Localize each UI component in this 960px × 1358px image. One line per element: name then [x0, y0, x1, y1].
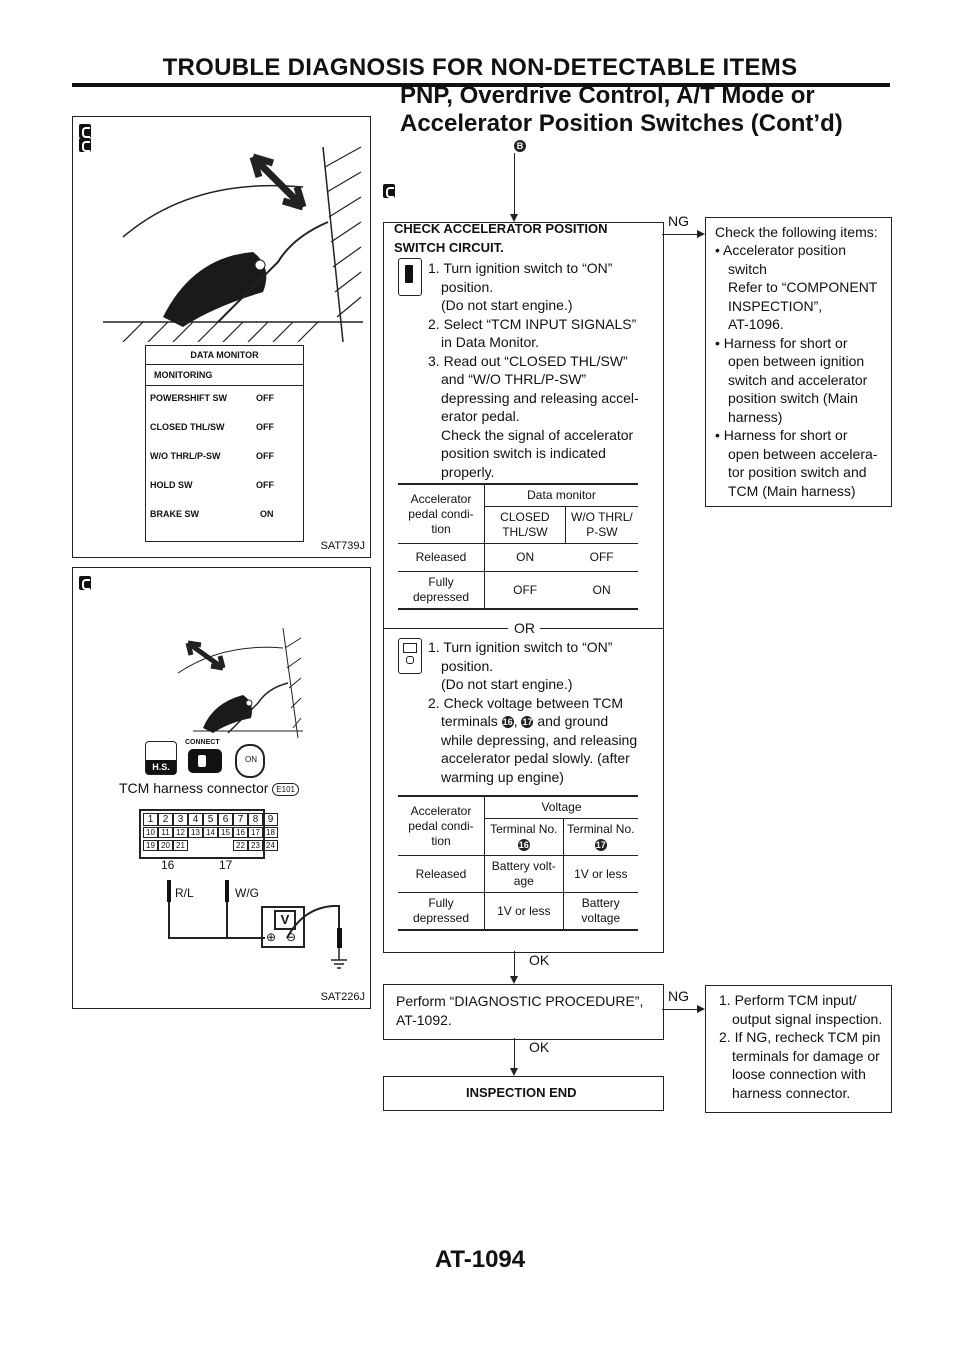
- terminal-17-label: 17: [219, 858, 233, 872]
- monitor-item-name: BRAKE SW: [150, 509, 199, 519]
- check-title-line1: CHECK ACCELERATOR POSITION: [394, 221, 608, 236]
- pin: 18: [263, 827, 278, 838]
- ng-label-2: NG: [668, 988, 689, 1004]
- data-monitor-table: [398, 483, 638, 610]
- table-cell: OFF: [565, 544, 638, 572]
- pin: 13: [188, 827, 203, 838]
- section-subtitle-line2: Accelerator Position Switches (Cont’d): [400, 110, 843, 137]
- monitor-item-name: W/O THRL/P-SW: [150, 451, 221, 461]
- pin: 7: [233, 813, 248, 826]
- monitor-item-value: OFF: [256, 480, 274, 490]
- pin: 19: [143, 840, 158, 851]
- figure-id-label: SAT226J: [320, 991, 365, 1003]
- pin: 20: [158, 840, 173, 851]
- flow-line: [514, 153, 515, 218]
- pin: 3: [173, 813, 188, 826]
- monitor-item-value: OFF: [256, 451, 274, 461]
- step-line: (Do not start engine.): [441, 297, 573, 313]
- perform-line1: Perform “DIAGNOSTIC PROCEDURE”,: [396, 993, 644, 1009]
- pin: 11: [158, 827, 173, 838]
- table-header-group: Data monitor: [485, 484, 639, 507]
- step-line: 3. Read out “CLOSED THL/SW”: [428, 352, 628, 369]
- accelerator-pedal-illustration: [103, 127, 363, 342]
- step-line: 1. Turn ignition switch to “ON”: [428, 639, 613, 655]
- data-monitor-panel: [145, 345, 304, 542]
- monitoring-bar: [146, 364, 303, 386]
- pin: 23: [248, 840, 263, 851]
- step-line: 2. Check voltage between TCM: [428, 694, 624, 711]
- step-line: and “W/O THRL/P-SW”: [441, 371, 587, 387]
- monitor-item-name: POWERSHIFT SW: [150, 393, 227, 403]
- flow-line-ng2: [662, 1009, 698, 1010]
- perform-diagnostic-box: [383, 984, 664, 1040]
- flow-arrow-down: [510, 976, 518, 984]
- minus-icon: ⊖: [286, 930, 297, 944]
- step-line: properly.: [441, 463, 495, 480]
- flow-arrow-right: [697, 230, 705, 238]
- pin: 12: [173, 827, 188, 838]
- step-line: 1. Perform TCM input/: [719, 992, 857, 1008]
- voltmeter-wiring: [153, 868, 363, 978]
- flow-line-ng1: [662, 234, 698, 235]
- check-circuit-box: [383, 222, 664, 953]
- check-title-line2: SWITCH CIRCUIT.: [394, 239, 504, 255]
- step-line: output signal inspection.: [732, 1010, 883, 1027]
- monitor-row-closed-thl: [150, 422, 290, 432]
- step-line: accelerator pedal slowly. (after: [441, 750, 630, 766]
- pin: 5: [203, 813, 218, 826]
- pin: 24: [263, 840, 278, 851]
- monitor-row-wo-thrl: [150, 451, 290, 461]
- connector-label: TCM harness connector: [119, 780, 269, 796]
- ignition-on-label: ON: [245, 755, 257, 764]
- check-steps-voltage: [384, 638, 659, 786]
- step-line-terminals: terminals 16, 17 and ground: [441, 713, 609, 729]
- flow-line: [514, 1038, 515, 1070]
- data-monitor-title: DATA MONITOR: [190, 350, 259, 360]
- flow-arrow-right: [697, 1005, 705, 1013]
- voltage-table: [398, 795, 638, 931]
- ng-item: • Harness for short or: [715, 427, 848, 443]
- entry-b-badge: B: [514, 140, 526, 152]
- pin: 17: [248, 827, 263, 838]
- pin: 4: [188, 813, 203, 826]
- page-number: AT-1094: [434, 1246, 526, 1273]
- table-cell: ON: [592, 582, 611, 597]
- step-line: harness connector.: [732, 1084, 851, 1101]
- connector-row-2: [143, 827, 278, 838]
- step-line: loose connection with: [732, 1066, 866, 1082]
- table-cell: Fully depressed: [398, 893, 485, 931]
- section-subtitle: [400, 82, 843, 138]
- pin-gap: [188, 840, 233, 851]
- ng-items: [706, 241, 889, 500]
- terminal-badge: 16: [502, 717, 513, 728]
- step-line: position.: [441, 657, 494, 674]
- table-cell: Released: [398, 544, 485, 572]
- pin: 15: [218, 827, 233, 838]
- flow-line: [514, 951, 515, 978]
- ng-item-line: INSPECTION”,: [728, 297, 823, 314]
- check-steps-consult: [384, 259, 659, 481]
- consult-marker-icon: [79, 138, 91, 152]
- step-line: (Do not start engine.): [441, 676, 573, 692]
- ng-item: • Harness for short or: [715, 334, 848, 351]
- table-cell: 1V or less: [563, 856, 638, 893]
- ng-item-line: position switch (Main: [728, 390, 858, 406]
- table-header-col1: Terminal No. 16: [485, 819, 564, 856]
- ng-item-line: switch: [728, 260, 767, 277]
- table-cell: 1V or less: [485, 893, 564, 931]
- table-header-condition: Accelerator pedal condi- tion: [398, 796, 485, 856]
- pin: 10: [143, 827, 158, 838]
- table-cell: Released: [398, 856, 485, 893]
- pin: 14: [203, 827, 218, 838]
- monitor-row-brake: [150, 509, 290, 519]
- perform-line2: AT-1092.: [396, 1012, 452, 1028]
- table-header-condition: Accelerator pedal condi- tion: [398, 484, 485, 544]
- or-divider-right: [540, 628, 663, 629]
- step-line: position.: [441, 278, 494, 295]
- table-header-group: Voltage: [485, 796, 639, 819]
- accelerator-pedal-illustration: [173, 623, 303, 738]
- wire-color-rl: R/L: [175, 886, 194, 900]
- figure-id-label: SAT739J: [320, 540, 365, 552]
- table-header-col1: CLOSED THL/SW: [485, 507, 566, 544]
- step-line: Check the signal of accelerator: [441, 426, 634, 443]
- step-line: while depressing, and releasing: [441, 731, 638, 748]
- table-cell: Fully depressed: [398, 572, 485, 610]
- voltmeter-symbol: V: [274, 910, 296, 930]
- plus-icon: ⊕: [266, 930, 277, 944]
- table-cell: Battery volt- age: [485, 856, 564, 893]
- step-line: 1. Turn ignition switch to “ON”: [428, 260, 613, 276]
- ignition-key-icon: [235, 744, 265, 778]
- tcm-harness-connector: [139, 809, 275, 859]
- connector-plug-icon: [188, 749, 222, 773]
- ng-lead: Check the following items:: [715, 224, 878, 240]
- connect-label: CONNECT: [185, 739, 220, 746]
- voltmeter-icon: [261, 906, 305, 948]
- ng-label-1: NG: [668, 213, 689, 229]
- pin: 1: [143, 813, 158, 826]
- figure-data-monitor: [72, 116, 371, 558]
- step-line: warming up engine): [441, 768, 564, 785]
- pin: 9: [263, 813, 278, 826]
- monitor-item-value: OFF: [256, 422, 274, 432]
- terminal-badge: 16: [518, 839, 529, 850]
- step-line: depressing and releasing accel-: [441, 389, 639, 406]
- table-header-col2: W/O THRL/ P-SW: [565, 507, 638, 544]
- ng-item-line: AT-1096.: [728, 316, 784, 332]
- ng-item-line: open between ignition: [728, 353, 865, 369]
- ng-item: • Accelerator position: [715, 242, 846, 258]
- pin: 8: [248, 813, 263, 826]
- ng-item-line: Refer to “COMPONENT: [728, 279, 878, 295]
- pin: 2: [158, 813, 173, 826]
- ng-tcm-inspection-box: [705, 985, 892, 1113]
- or-divider-left: [384, 628, 508, 629]
- step-line: 2. Select “TCM INPUT SIGNALS”: [428, 315, 637, 332]
- ng-item-line: TCM (Main harness): [728, 482, 856, 499]
- circuit-check-marker-icon: [79, 576, 91, 590]
- ng2-steps: [706, 991, 889, 1102]
- flow-arrow-down: [510, 1068, 518, 1076]
- ng-item-line: switch and accelerator: [728, 371, 868, 388]
- step-line: in Data Monitor.: [441, 334, 540, 350]
- terminal-badge: 17: [522, 717, 533, 728]
- ng-check-items-box: [705, 217, 892, 507]
- pin: 21: [173, 840, 188, 851]
- page-header-title: TROUBLE DIAGNOSIS FOR NON-DETECTABLE ITEMS: [162, 54, 798, 81]
- consult-marker-icon: [79, 124, 91, 138]
- monitor-item-name: HOLD SW: [150, 480, 193, 490]
- ng-item-line: open between accelera-: [728, 445, 878, 462]
- step-line: position switch is indicated: [441, 445, 606, 461]
- circuit-check-marker-icon: [383, 184, 395, 198]
- check-title: [394, 220, 608, 257]
- pin: 22: [233, 840, 248, 851]
- table-cell: OFF: [513, 582, 538, 597]
- monitor-item-value: ON: [260, 509, 274, 519]
- ok-label-1: OK: [529, 952, 550, 968]
- monitoring-label: MONITORING: [154, 370, 213, 380]
- hs-connector-icon: [145, 741, 177, 775]
- connector-caption: [119, 780, 299, 796]
- wire-color-wg: W/G: [235, 886, 259, 900]
- monitor-item-name: CLOSED THL/SW: [150, 422, 225, 432]
- connector-row-3: [143, 840, 278, 851]
- connector-id-badge: E101: [272, 783, 299, 796]
- terminal-badge: 17: [595, 839, 606, 850]
- table-header-col2: Terminal No. 17: [563, 819, 638, 856]
- inspection-end-box: [383, 1076, 664, 1111]
- inspection-end-label: INSPECTION END: [466, 1085, 577, 1100]
- pin: 6: [218, 813, 233, 826]
- ng-item-line: harness): [728, 408, 783, 425]
- monitor-row-powershift: [150, 393, 290, 403]
- or-label: OR: [514, 620, 535, 636]
- figure-tcm-voltage: [72, 567, 371, 1009]
- connector-row-1: [143, 813, 278, 826]
- table-cell: Battery voltage: [581, 896, 621, 925]
- step-line: 2. If NG, recheck TCM pin: [719, 1029, 881, 1045]
- hs-label: H.S.: [146, 760, 176, 774]
- monitor-row-hold: [150, 480, 290, 490]
- pin: 16: [233, 827, 248, 838]
- terminal-16-label: 16: [161, 858, 175, 872]
- entry-connector-b: [514, 138, 526, 152]
- ng-item-line: tor position switch and: [728, 464, 867, 480]
- monitor-item-value: OFF: [256, 393, 274, 403]
- table-cell: ON: [485, 544, 566, 572]
- ok-label-2: OK: [529, 1039, 550, 1055]
- step-line: erator pedal.: [441, 408, 520, 424]
- section-subtitle-line1: PNP, Overdrive Control, A/T Mode or: [400, 82, 815, 109]
- step-line: terminals for damage or: [732, 1047, 880, 1064]
